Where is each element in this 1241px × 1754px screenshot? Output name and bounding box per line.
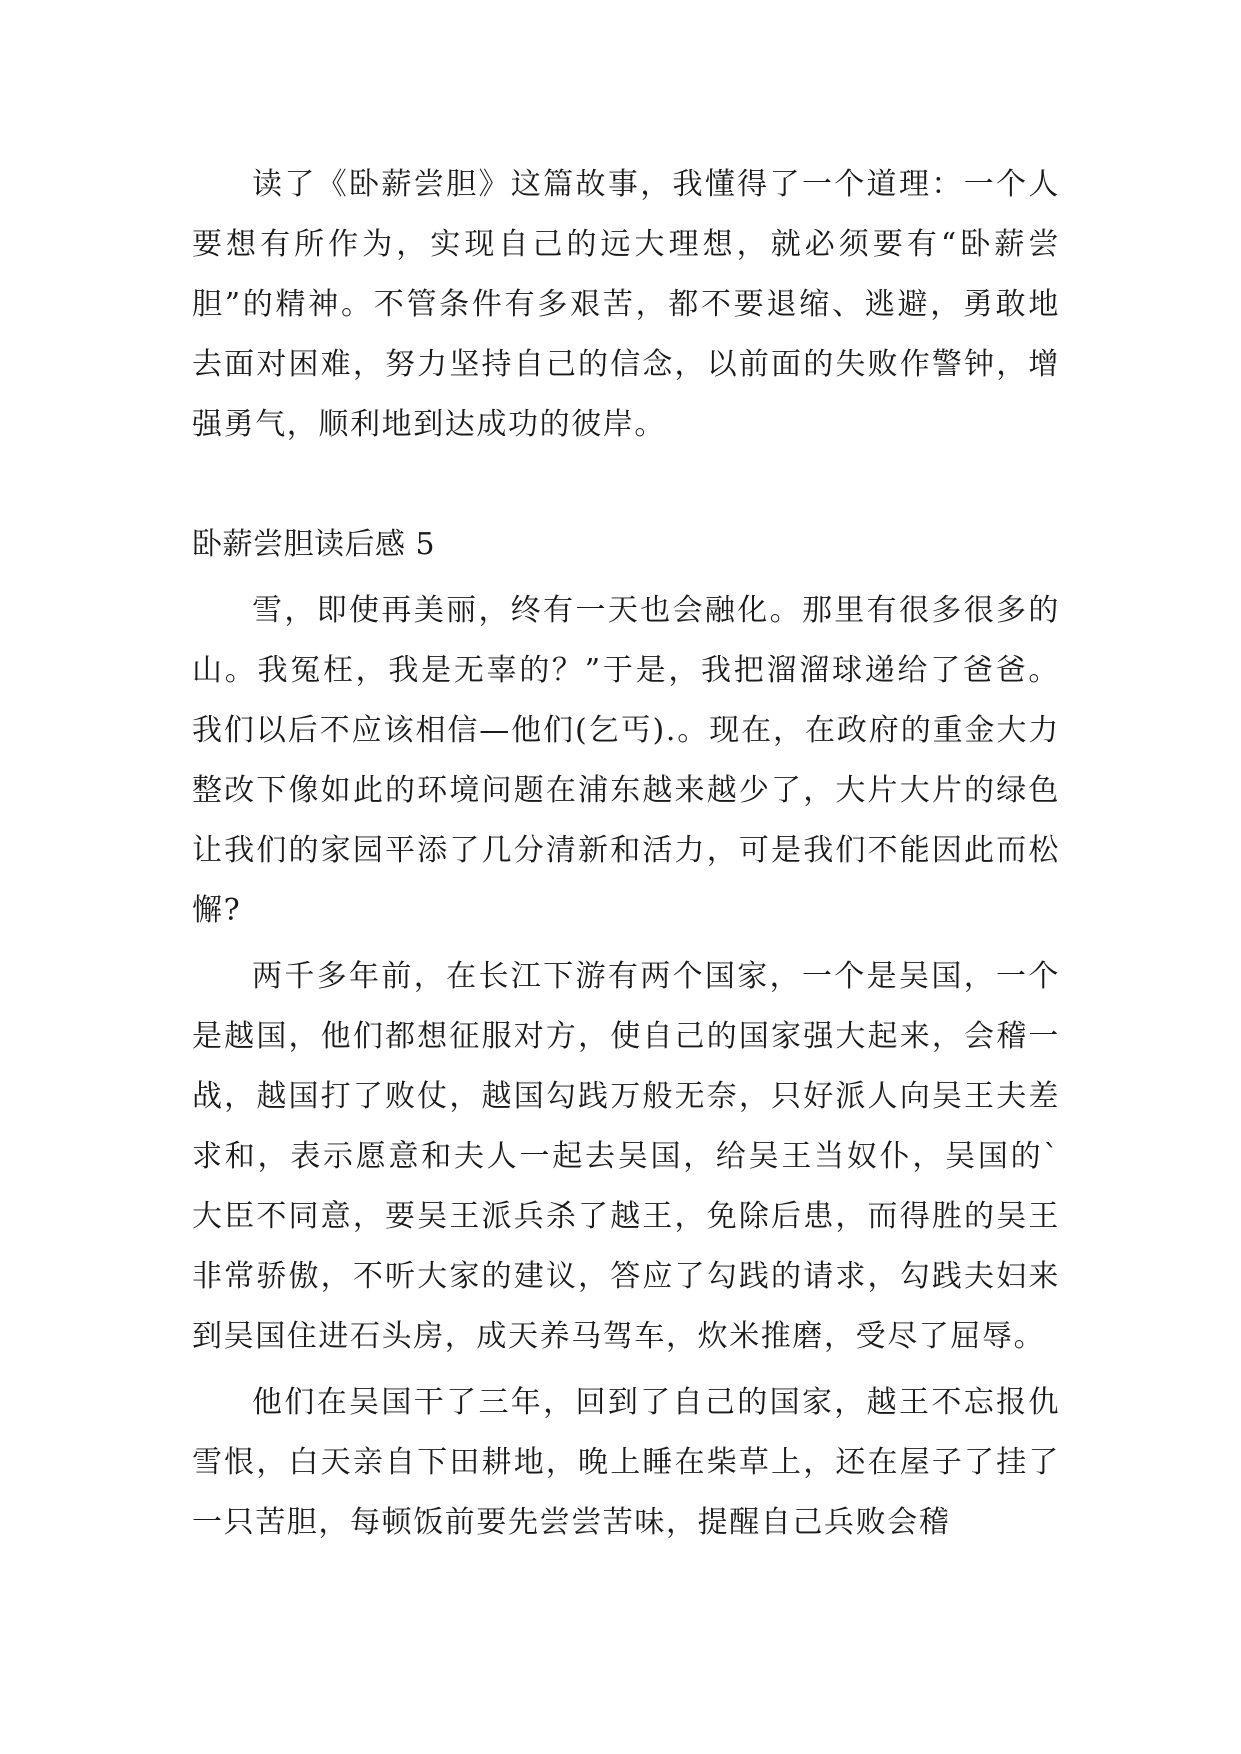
paragraph-4: 他们在吴国干了三年，回到了自己的国家，越王不忘报仇雪恨，白天亲自下田耕地，晚上睡在柴草上，还在屋子了挂了一只苦胆，每顿饭前要先尝尝苦味，提醒自己兵败会稽 [192, 1385, 1060, 1540]
paragraph-2: 雪，即使再美丽，终有一天也会融化。那里有很多很多的山。我冤枉，我是无辜的？”于是，我把溜溜球递给了爸爸。我们以后不应该相信—他们(乞丐).。现在，在政府的重金大力整改下像如此的环境问题在浦东越来越少了，大片大片的绿色让我们的家园平添了几分清新和活力，可是我们不能因此而松懈? [192, 593, 1060, 928]
paragraph-3: 两千多年前，在长江下游有两个国家，一个是吴国，一个是越国，他们都想征服对方，使自己的国家强大起来，会稽一战，越国打了败仗，越国勾践万般无奈，只好派人向吴王夫差求和，表示愿意和夫人一起去吴国，给吴王当奴仆，吴国的`大臣不同意，要吴王派兵杀了越王，免除后患，而得胜的吴王非常骄傲，不听大家的建议，答应了勾践的请求，勾践夫妇来到吴国住进石头房，成天养马驾车，炊米推磨，受尽了屈辱。 [192, 959, 1060, 1354]
paragraph-1: 读了《卧薪尝胆》这篇故事，我懂得了一个道理：一个人要想有所作为，实现自己的远大理想，就必须要有“卧薪尝胆”的精神。不管条件有多艰苦，都不要退缩、逃避，勇敢地去面对困难，努力坚持自己的信念，以前面的失败作警钟，增强勇气，顺利地到达成功的彼岸。 [192, 167, 1060, 442]
paragraph-spacer [192, 455, 1060, 515]
section-heading: 卧薪尝胆读后感 5 [192, 527, 436, 562]
document-body [192, 155, 1060, 1553]
